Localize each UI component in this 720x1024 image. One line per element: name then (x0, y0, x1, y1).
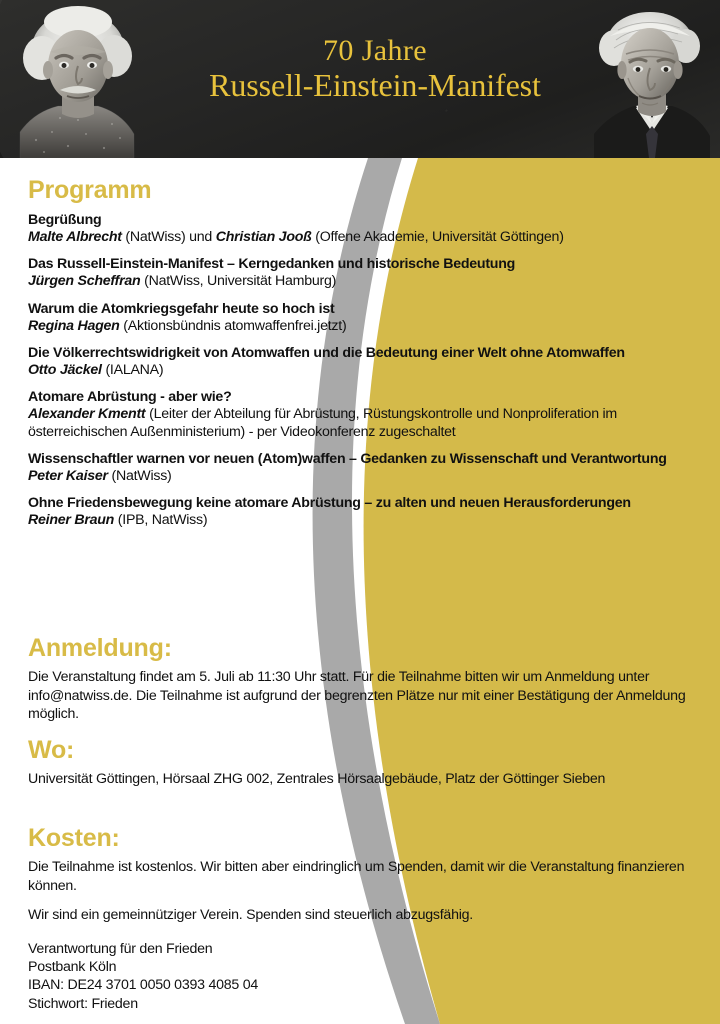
program-speaker (28, 468, 698, 485)
program-speaker (28, 362, 698, 379)
anmeldung-text: Die Veranstaltung findet am 5. Juli ab 11:30 Uhr statt. Für die Teilnahme bitten wir um Anmeldung unter info@natwiss.de. Die Teilnahme ist aufgrund der begrenzten Plätze nur mit einer Bestätigung der Anmeldung möglich. (28, 669, 686, 723)
program-title: Ohne Friedensbewegung keine atomare Abrüstung – zu alten und neuen Herausforderungen (28, 495, 631, 512)
bank-iban: IBAN: DE24 3701 0050 0393 4085 04 (28, 977, 258, 994)
section-heading-kosten: Kosten: (28, 824, 120, 852)
speaker-name-2: Christian Jooß (215, 229, 312, 246)
speaker-name: Alexander Kmentt (28, 406, 146, 423)
speaker-affiliation: (Offene Akademie, Universität Göttingen) (311, 229, 564, 246)
bank-name: Postbank Köln (28, 959, 117, 976)
program-item (28, 212, 698, 246)
speaker-affiliation: (Leiter der Abteilung für Abrüstung, Rüstungskontrolle und Nonproliferation im österreichischen Außenministerium) - per Videokonferenz zugeschaltet (28, 406, 617, 440)
program-title: Begrüßung (28, 212, 102, 228)
program-title: Die Völkerrechtswidrigkeit von Atomwaffen und die Bedeutung einer Welt ohne Atomwaffen (28, 345, 625, 362)
program-speaker (28, 512, 698, 529)
speaker-affiliation-mid: (NatWiss) und (121, 229, 216, 246)
poster-header (0, 0, 720, 158)
program-speaker (28, 406, 698, 441)
russell-portrait (592, 0, 712, 158)
kosten-text-1: Die Teilnahme ist kostenlos. Wir bitten aber eindringlich um Spenden, damit wir die Veranstaltung finanzieren können. (28, 859, 685, 894)
program-item (28, 345, 698, 379)
section-heading-programm: Programm (28, 176, 152, 204)
program-item (28, 495, 698, 529)
wo-text: Universität Göttingen, Hörsaal ZHG 002, Zentrales Hörsaalgebäude, Platz der Göttinger Sieben (28, 771, 606, 787)
section-heading-anmeldung: Anmeldung: (28, 634, 172, 662)
speaker-name: Jürgen Scheffran (28, 273, 141, 290)
program-list (28, 212, 698, 540)
poster-title (155, 34, 595, 103)
kosten-text-2: Wir sind ein gemeinnütziger Verein. Spenden sind steuerlich abzugsfähig. (28, 907, 473, 923)
speaker-affiliation: (IPB, NatWiss) (114, 512, 208, 529)
bank-org: Verantwortung für den Frieden (28, 941, 213, 957)
program-item (28, 389, 698, 441)
program-item (28, 301, 698, 335)
speaker-name: Otto Jäckel (28, 362, 102, 379)
einstein-portrait (12, 0, 144, 158)
speaker-name: Reiner Braun (28, 512, 115, 529)
speaker-affiliation: (IALANA) (101, 362, 164, 379)
speaker-name: Regina Hagen (28, 317, 120, 334)
title-line-2: Russell-Einstein-Manifest (209, 66, 541, 103)
speaker-affiliation: (NatWiss) (107, 468, 172, 485)
speaker-name: Peter Kaiser (28, 468, 108, 485)
speaker-affiliation: (Aktionsbündnis atomwaffenfrei.jetzt) (119, 317, 347, 334)
program-title: Atomare Abrüstung - aber wie? (28, 389, 232, 406)
program-speaker (28, 318, 698, 335)
program-title: Warum die Atomkriegsgefahr heute so hoch ist (28, 300, 335, 317)
program-title: Wissenschaftler warnen vor neuen (Atom)waffen – Gedanken zu Wissenschaft und Verantwortung (28, 451, 667, 468)
program-speaker (28, 273, 698, 290)
title-line-1: 70 Jahre (323, 34, 427, 67)
program-title: Das Russell-Einstein-Manifest – Kerngedanken und historische Bedeutung (28, 256, 516, 273)
poster-content (0, 158, 720, 1024)
program-item (28, 256, 698, 290)
speaker-affiliation: (NatWiss, Universität Hamburg) (140, 273, 337, 290)
bank-reference: Stichwort: Frieden (28, 995, 138, 1012)
bank-details (28, 940, 696, 1013)
section-heading-wo: Wo: (28, 736, 75, 764)
program-item (28, 451, 698, 485)
program-speaker (28, 229, 698, 246)
speaker-name: Malte Albrecht (28, 229, 122, 246)
